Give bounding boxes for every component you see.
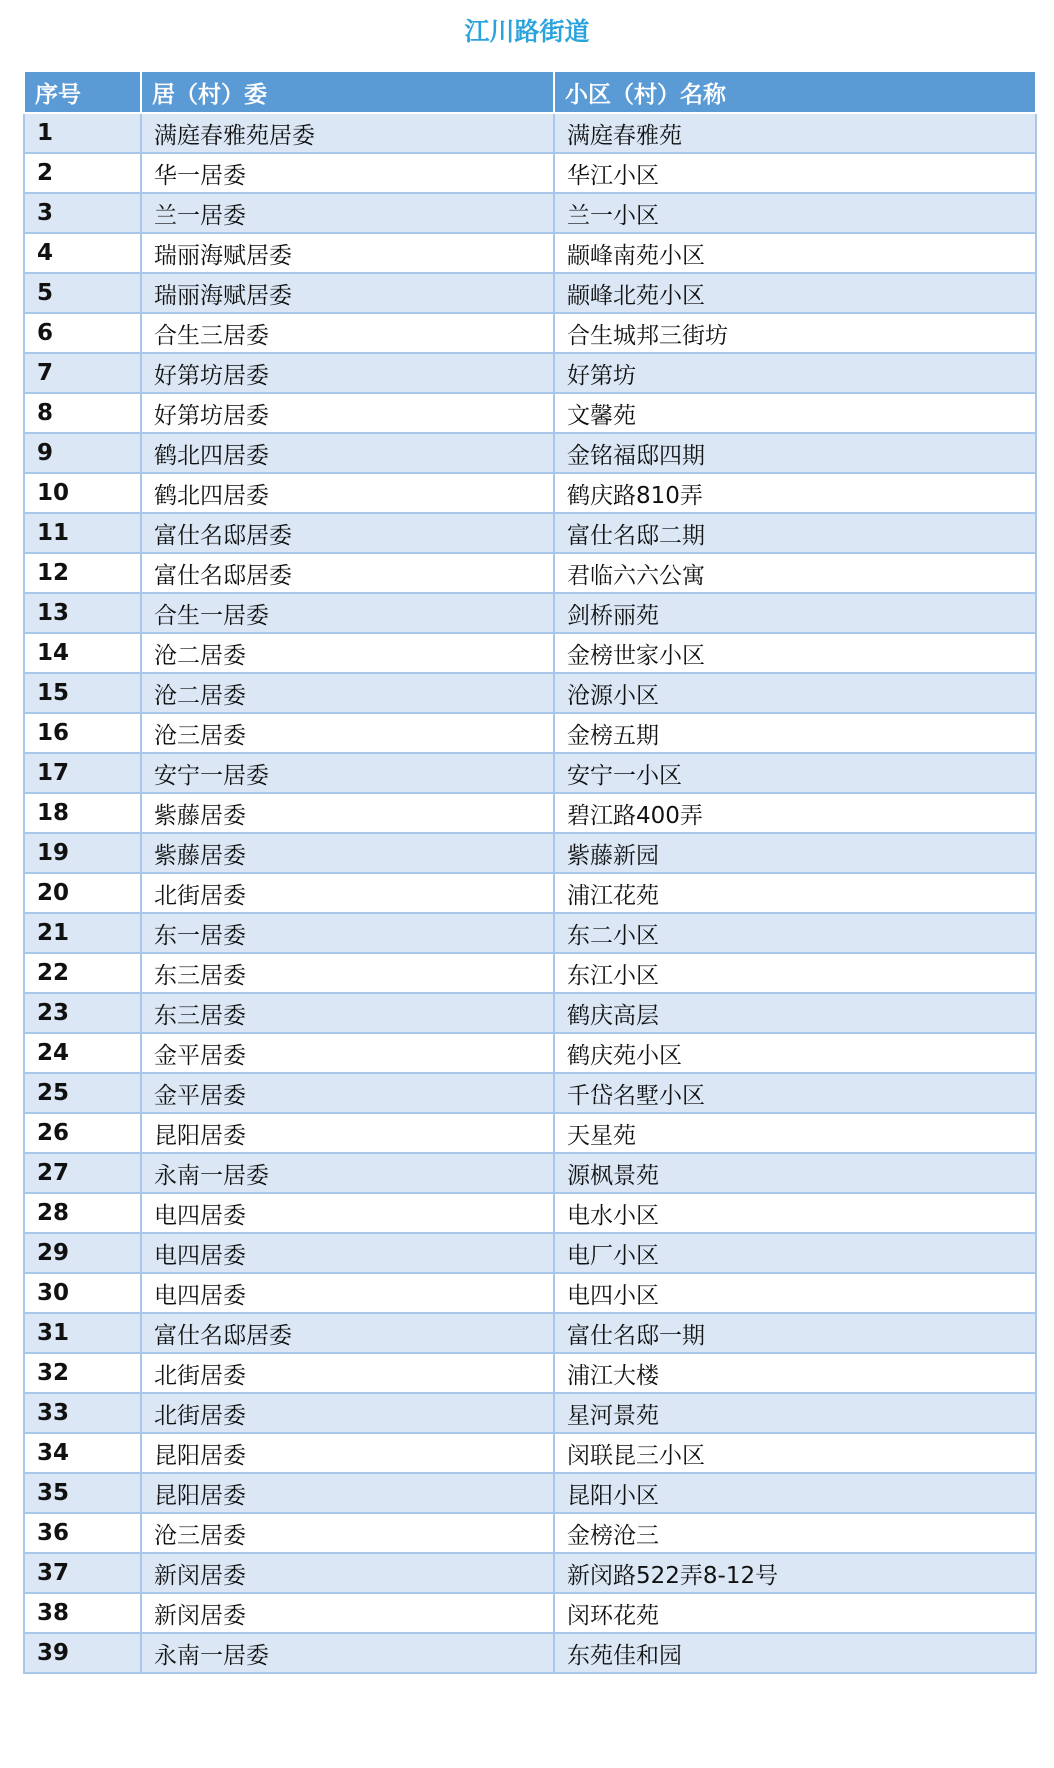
- row-community: 电厂小区: [554, 1233, 1036, 1273]
- row-committee: 安宁一居委: [141, 753, 554, 793]
- table-row: [24, 1273, 1036, 1313]
- table-row: [24, 833, 1036, 873]
- row-community: 鹤庆苑小区: [554, 1033, 1036, 1073]
- row-community: 合生城邦三街坊: [554, 313, 1036, 353]
- table-row: [24, 673, 1036, 713]
- row-index: 12: [24, 553, 141, 593]
- row-community: 剑桥丽苑: [554, 593, 1036, 633]
- row-community: 闵联昆三小区: [554, 1433, 1036, 1473]
- row-index: 32: [24, 1353, 141, 1393]
- table-row: [24, 233, 1036, 273]
- row-index: 14: [24, 633, 141, 673]
- row-index: 3: [24, 193, 141, 233]
- row-index: 36: [24, 1513, 141, 1553]
- header-community: 小区（村）名称: [554, 72, 1036, 113]
- row-committee: 东一居委: [141, 913, 554, 953]
- table-row: [24, 393, 1036, 433]
- row-committee: 北街居委: [141, 1353, 554, 1393]
- row-community: 富仕名邸一期: [554, 1313, 1036, 1353]
- table-row: [24, 713, 1036, 753]
- row-committee: 永南一居委: [141, 1153, 554, 1193]
- row-community: 鹤庆路810弄: [554, 473, 1036, 513]
- table-row: [24, 1393, 1036, 1433]
- row-committee: 好第坊居委: [141, 353, 554, 393]
- row-committee: 东三居委: [141, 953, 554, 993]
- table-row: [24, 1353, 1036, 1393]
- row-community: 安宁一小区: [554, 753, 1036, 793]
- row-community: 东二小区: [554, 913, 1036, 953]
- row-index: 28: [24, 1193, 141, 1233]
- row-index: 10: [24, 473, 141, 513]
- table-row: [24, 1633, 1036, 1673]
- table-row: [24, 273, 1036, 313]
- table-row: [24, 1073, 1036, 1113]
- row-committee: 合生三居委: [141, 313, 554, 353]
- row-community: 华江小区: [554, 153, 1036, 193]
- row-index: 20: [24, 873, 141, 913]
- row-committee: 电四居委: [141, 1273, 554, 1313]
- row-committee: 瑞丽海赋居委: [141, 233, 554, 273]
- row-index: 29: [24, 1233, 141, 1273]
- row-community: 金榜世家小区: [554, 633, 1036, 673]
- row-index: 26: [24, 1113, 141, 1153]
- table-row: [24, 1513, 1036, 1553]
- table-row: [24, 1593, 1036, 1633]
- row-index: 5: [24, 273, 141, 313]
- row-index: 27: [24, 1153, 141, 1193]
- row-committee: 东三居委: [141, 993, 554, 1033]
- row-community: 浦江花苑: [554, 873, 1036, 913]
- table-row: [24, 113, 1036, 153]
- table-row: [24, 313, 1036, 353]
- row-index: 34: [24, 1433, 141, 1473]
- row-community: 满庭春雅苑: [554, 113, 1036, 153]
- row-committee: 合生一居委: [141, 593, 554, 633]
- row-committee: 昆阳居委: [141, 1473, 554, 1513]
- row-committee: 金平居委: [141, 1073, 554, 1113]
- row-committee: 鹤北四居委: [141, 433, 554, 473]
- row-committee: 永南一居委: [141, 1633, 554, 1673]
- row-index: 9: [24, 433, 141, 473]
- row-community: 昆阳小区: [554, 1473, 1036, 1513]
- row-index: 6: [24, 313, 141, 353]
- row-community: 千岱名墅小区: [554, 1073, 1036, 1113]
- row-committee: 电四居委: [141, 1193, 554, 1233]
- table-row: [24, 1033, 1036, 1073]
- row-index: 15: [24, 673, 141, 713]
- table-header-row: [24, 72, 1036, 113]
- row-community: 文馨苑: [554, 393, 1036, 433]
- row-community: 颛峰南苑小区: [554, 233, 1036, 273]
- row-index: 30: [24, 1273, 141, 1313]
- row-community: 鹤庆高层: [554, 993, 1036, 1033]
- row-community: 富仕名邸二期: [554, 513, 1036, 553]
- row-community: 金榜五期: [554, 713, 1036, 753]
- row-committee: 沧三居委: [141, 713, 554, 753]
- table-row: [24, 1473, 1036, 1513]
- row-community: 新闵路522弄8-12号: [554, 1553, 1036, 1593]
- table-row: [24, 1433, 1036, 1473]
- row-community: 金榜沧三: [554, 1513, 1036, 1553]
- row-committee: 富仕名邸居委: [141, 513, 554, 553]
- row-committee: 富仕名邸居委: [141, 553, 554, 593]
- table-row: [24, 913, 1036, 953]
- row-committee: 好第坊居委: [141, 393, 554, 433]
- row-index: 24: [24, 1033, 141, 1073]
- row-committee: 沧二居委: [141, 633, 554, 673]
- table-row: [24, 753, 1036, 793]
- row-community: 电水小区: [554, 1193, 1036, 1233]
- header-committee: 居（村）委: [141, 72, 554, 113]
- row-index: 16: [24, 713, 141, 753]
- row-committee: 新闵居委: [141, 1553, 554, 1593]
- row-index: 1: [24, 113, 141, 153]
- table-row: [24, 513, 1036, 553]
- row-committee: 北街居委: [141, 1393, 554, 1433]
- row-index: 37: [24, 1553, 141, 1593]
- row-committee: 紫藤居委: [141, 793, 554, 833]
- row-community: 东江小区: [554, 953, 1036, 993]
- row-index: 22: [24, 953, 141, 993]
- header-index: 序号: [24, 72, 141, 113]
- row-community: 电四小区: [554, 1273, 1036, 1313]
- row-index: 23: [24, 993, 141, 1033]
- row-community: 好第坊: [554, 353, 1036, 393]
- row-committee: 瑞丽海赋居委: [141, 273, 554, 313]
- table-row: [24, 953, 1036, 993]
- row-committee: 鹤北四居委: [141, 473, 554, 513]
- row-index: 33: [24, 1393, 141, 1433]
- row-index: 2: [24, 153, 141, 193]
- row-committee: 紫藤居委: [141, 833, 554, 873]
- row-index: 4: [24, 233, 141, 273]
- row-community: 源枫景苑: [554, 1153, 1036, 1193]
- row-community: 碧江路400弄: [554, 793, 1036, 833]
- row-community: 星河景苑: [554, 1393, 1036, 1433]
- table-row: [24, 1313, 1036, 1353]
- row-committee: 富仕名邸居委: [141, 1313, 554, 1353]
- table-row: [24, 1113, 1036, 1153]
- row-committee: 金平居委: [141, 1033, 554, 1073]
- row-committee: 满庭春雅苑居委: [141, 113, 554, 153]
- table-row: [24, 553, 1036, 593]
- row-community: 颛峰北苑小区: [554, 273, 1036, 313]
- table-row: [24, 593, 1036, 633]
- row-index: 8: [24, 393, 141, 433]
- row-committee: 沧三居委: [141, 1513, 554, 1553]
- table-row: [24, 1233, 1036, 1273]
- table-row: [24, 793, 1036, 833]
- row-community: 东苑佳和园: [554, 1633, 1036, 1673]
- row-committee: 电四居委: [141, 1233, 554, 1273]
- row-index: 35: [24, 1473, 141, 1513]
- table-row: [24, 633, 1036, 673]
- row-index: 39: [24, 1633, 141, 1673]
- page-title: 江川路街道: [464, 17, 590, 46]
- row-committee: 兰一居委: [141, 193, 554, 233]
- community-table: [23, 72, 1037, 1674]
- table-row: [24, 873, 1036, 913]
- row-index: 19: [24, 833, 141, 873]
- row-committee: 沧二居委: [141, 673, 554, 713]
- row-index: 21: [24, 913, 141, 953]
- table-row: [24, 1193, 1036, 1233]
- table-row: [24, 1553, 1036, 1593]
- table-row: [24, 433, 1036, 473]
- row-committee: 昆阳居委: [141, 1113, 554, 1153]
- row-committee: 华一居委: [141, 153, 554, 193]
- row-community: 金铭福邸四期: [554, 433, 1036, 473]
- table-row: [24, 473, 1036, 513]
- table-row: [24, 193, 1036, 233]
- row-index: 17: [24, 753, 141, 793]
- row-community: 闵环花苑: [554, 1593, 1036, 1633]
- table-row: [24, 1153, 1036, 1193]
- table-row: [24, 993, 1036, 1033]
- row-index: 13: [24, 593, 141, 633]
- row-index: 18: [24, 793, 141, 833]
- row-community: 紫藤新园: [554, 833, 1036, 873]
- row-community: 君临六六公寓: [554, 553, 1036, 593]
- row-community: 天星苑: [554, 1113, 1036, 1153]
- row-community: 兰一小区: [554, 193, 1036, 233]
- row-index: 31: [24, 1313, 141, 1353]
- row-committee: 新闵居委: [141, 1593, 554, 1633]
- row-index: 25: [24, 1073, 141, 1113]
- table-row: [24, 153, 1036, 193]
- row-community: 沧源小区: [554, 673, 1036, 713]
- row-index: 11: [24, 513, 141, 553]
- row-committee: 北街居委: [141, 873, 554, 913]
- row-index: 38: [24, 1593, 141, 1633]
- row-index: 7: [24, 353, 141, 393]
- table-row: [24, 353, 1036, 393]
- row-community: 浦江大楼: [554, 1353, 1036, 1393]
- row-committee: 昆阳居委: [141, 1433, 554, 1473]
